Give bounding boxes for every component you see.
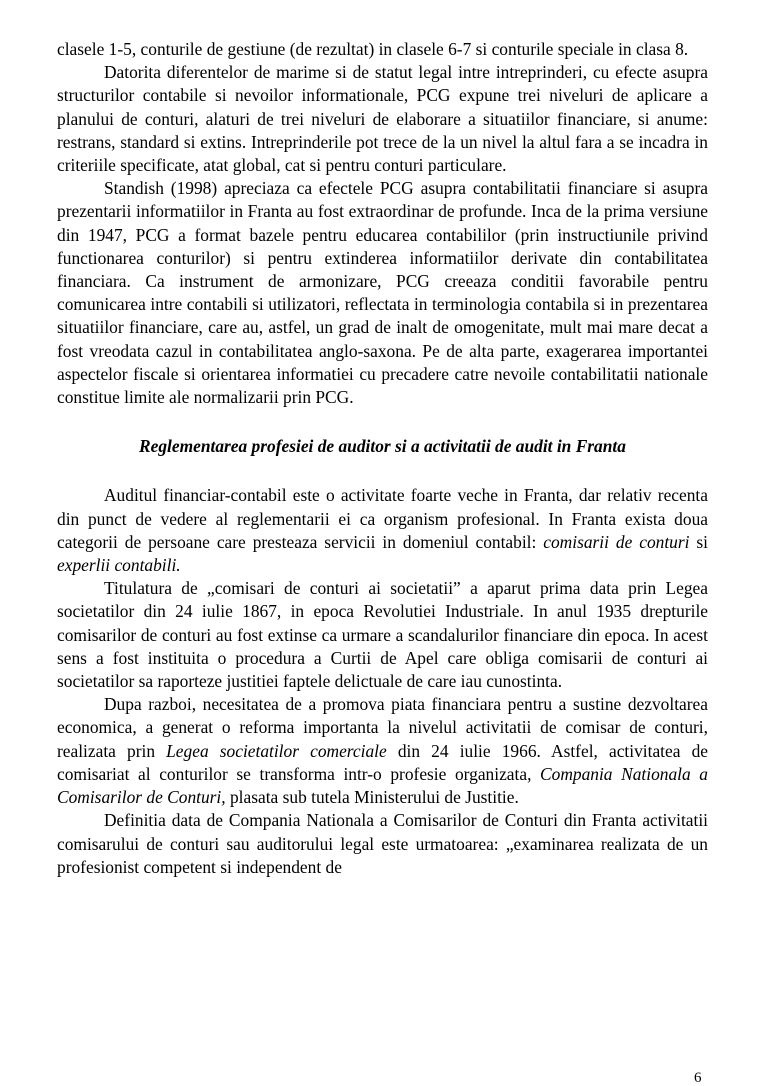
- term-compania-nationala: Compania Nationala a Comisarilor de Conturi,: [57, 763, 708, 808]
- term-comisarii-de-conturi: comisarii de conturi: [543, 531, 690, 552]
- paragraph-6-part-a: Dupa razboi, necesitatea de a promova piata financiara pentru a sustine dezvoltarea economica, a generat o reforma importanta la nivelul activitatii de comisar de conturi, realizata prin: [57, 694, 708, 761]
- paragraph-6-part-c: plasata sub tutela Ministerului de Justitie.: [225, 787, 519, 808]
- paragraph-4-conjunction: si: [689, 531, 708, 552]
- paragraph-4: [57, 484, 708, 577]
- document-page: [57, 38, 708, 879]
- paragraph-5: Titulatura de „comisari de conturi ai societatii” a aparut prima data prin Legea societatilor din 24 iulie 1867, in epoca Revolutiei Industriale. In anul 1935 drepturile comisarilor de conturi au fost extinse ca urmare a scandalurilor financiare din epoca. In acest sens a fost instituita o procedura a Curtii de Apel care obliga comisarii de conturi ai societatilor sa raporteze justitiei faptele delictuale de care iau cunostinta.: [57, 578, 708, 692]
- page-number: 6: [694, 1070, 702, 1086]
- section-heading: Reglementarea profesiei de auditor si a activitatii de audit in Franta: [139, 436, 626, 457]
- term-legea-societatilor-comerciale: Legea societatilor comerciale: [166, 740, 387, 761]
- paragraph-7: Definitia data de Compania Nationala a Comisarilor de Conturi din Franta activitatii comisarului de conturi sau auditorului legal este urmatoarea: „examinarea realizata de un profesionist competent si independent de: [57, 810, 708, 877]
- paragraph-3: Standish (1998) apreciaza ca efectele PCG asupra contabilitatii financiare si asupra prezentarii informatiilor in Franta au fost extraordinar de profunde. Inca de la prima versiune din 1947, PCG a format bazele pentru educarea contabililor (prin instructiunile privind functionarea conturilor) si pentru extinderea informatiilor derivate din contabilitatea financiara. Ca instrument de armonizare, PCG creeaza conditii favorabile pentru comunicarea intre contabili si utilizatori, reflectata in terminologia contabila si in prezentarea situatiilor financiare, care au, astfel, un grad de inalt de omogenitate, mult mai mare decat a fost vreodata cazul in contabilitatea anglo-saxona. Pe de alta parte, exagerarea importantei aspectelor fiscale si orientarea informatiei cu precadere catre nevoile contabilitatii nationale constitue limite ale normalizarii prin PCG.: [57, 178, 708, 408]
- paragraph-6-part-b: din 24 iulie 1966. Astfel, activitatea de comisariat al conturilor se transforma intr-o profesie organizata,: [57, 740, 708, 784]
- paragraph-2: Datorita diferentelor de marime si de statut legal intre intreprinderi, cu efecte asupra structurilor contabile si nevoilor informationale, PCG expune trei niveluri de aplicare a planului de conturi, alaturi de trei niveluri de elaborare a situatiilor financiare, si anume: restrans, standard si extins. Intreprinderile pot trece de la un nivel la altul fara a se incadra in criteriile specificate, atat global, cat si pentru conturi particulare.: [57, 62, 708, 176]
- paragraph-4-text: Auditul financiar-contabil este o activitate foarte veche in Franta, dar relativ recenta din punct de vedere al reglementarii ei ca organism profesional. In Franta exista doua categorii de persoane care presteaza servicii in domeniul contabil:: [57, 485, 708, 552]
- paragraph-1: clasele 1-5, conturile de gestiune (de rezultat) in clasele 6-7 si conturile speciale in clasa 8.: [57, 39, 689, 59]
- term-experlii-contabili: experlii contabili.: [57, 555, 181, 576]
- paragraph-6: [57, 693, 708, 809]
